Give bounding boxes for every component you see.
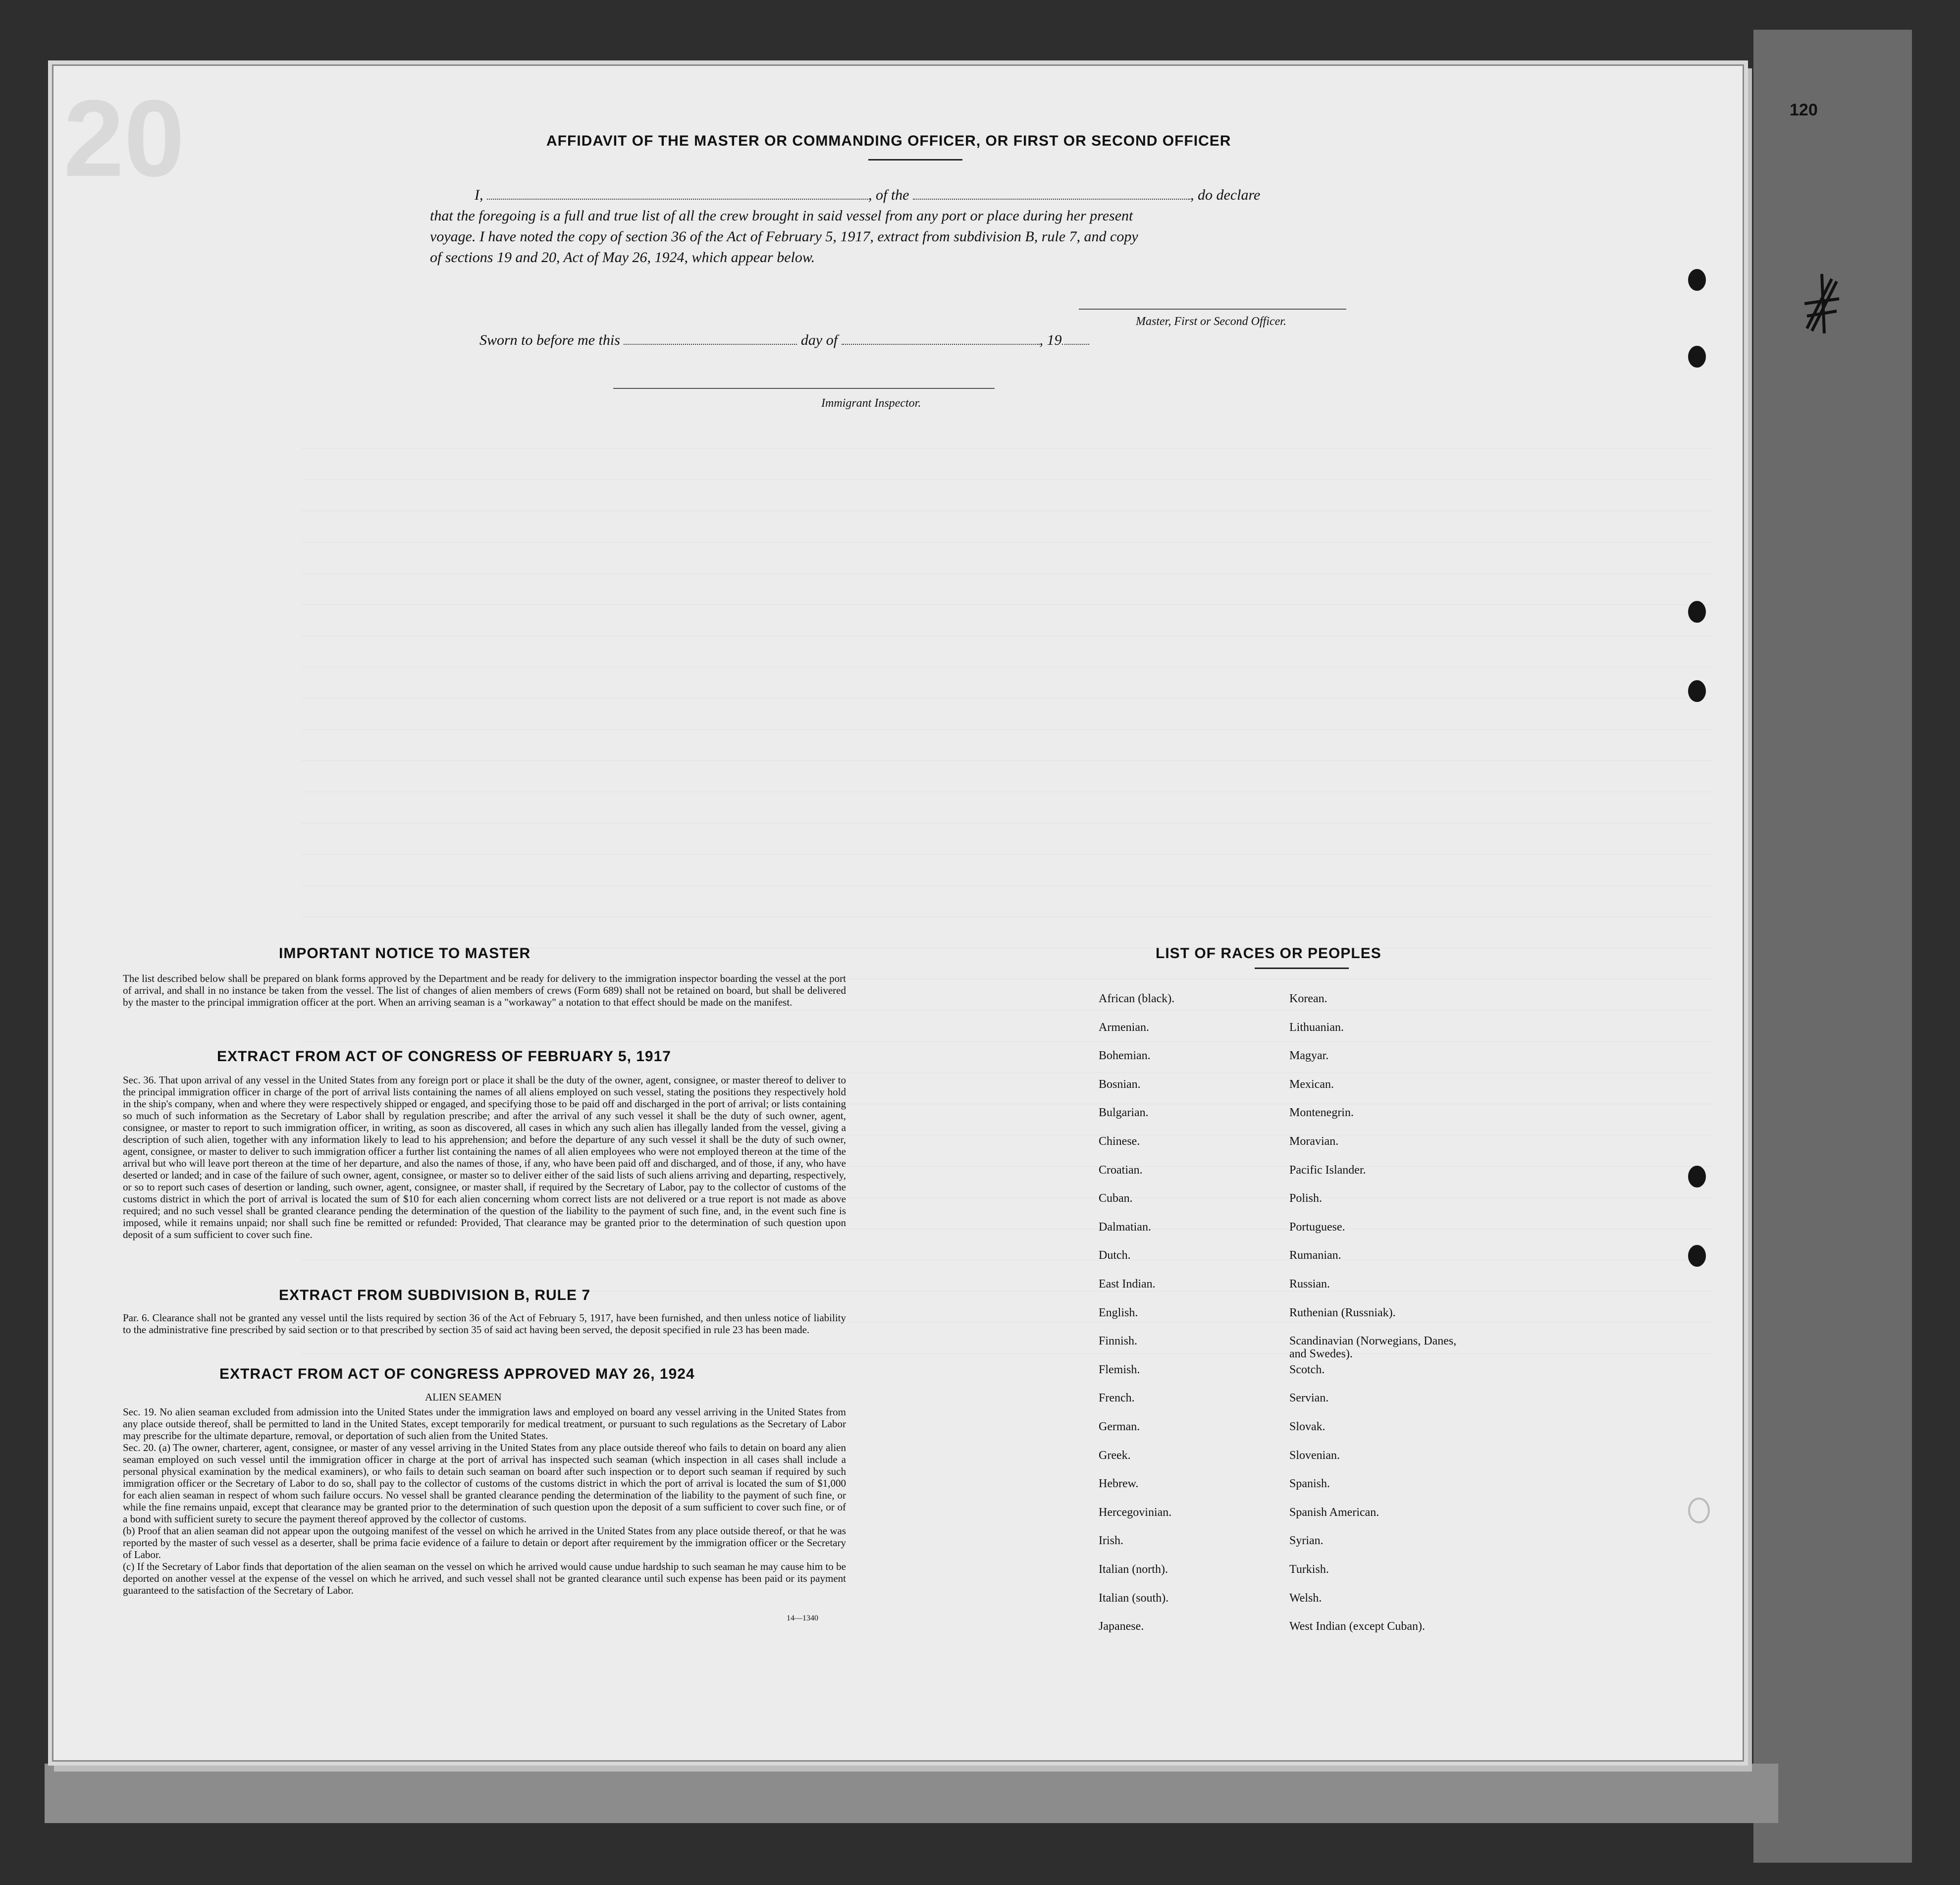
race-item: Slovenian. bbox=[1289, 1449, 1340, 1462]
race-item: Slovak. bbox=[1289, 1420, 1325, 1433]
race-item: Dalmatian. bbox=[1099, 1220, 1151, 1234]
bleed-through-row bbox=[301, 542, 1713, 574]
race-item: West Indian (except Cuban). bbox=[1289, 1620, 1425, 1633]
race-item: Italian (south). bbox=[1099, 1591, 1169, 1605]
bleed-through-row bbox=[301, 823, 1713, 855]
punch-hole bbox=[1688, 1166, 1706, 1187]
bleed-through-row bbox=[301, 886, 1713, 917]
race-item: Greek. bbox=[1099, 1449, 1131, 1462]
race-item: Spanish. bbox=[1289, 1477, 1330, 1491]
manifest-back-page bbox=[52, 64, 1818, 1762]
affidavit-title: AFFIDAVIT OF THE MASTER OR COMMANDING OFFICER, OR FIRST OR SECOND OFFICER bbox=[546, 133, 1231, 149]
race-item: Bulgarian. bbox=[1099, 1106, 1149, 1120]
punch-hole bbox=[1688, 680, 1706, 702]
affidavit-body bbox=[430, 185, 1470, 268]
section-20c-text: (c) If the Secretary of Labor finds that deportation of the alien seaman on the vessel on which he arrived would cause undue hardship to such seaman he may cause him to be deported on another vessel at the expense of the vessel on which he arrived, and such vessel shall not be granted clearance until such expense has been paid or its payment guaranteed to the satisfaction of the Secretary of Labor. bbox=[123, 1561, 846, 1596]
bleed-through-row bbox=[301, 449, 1713, 480]
race-item: Bosnian. bbox=[1099, 1077, 1141, 1091]
bleed-through-row bbox=[301, 605, 1713, 636]
extract-rule7-title: EXTRACT FROM SUBDIVISION B, RULE 7 bbox=[279, 1287, 591, 1303]
section-20a-text: Sec. 20. (a) The owner, charterer, agent, consignee, or master of any vessel arriving in the United States from any place outside thereof who fails to detain on board any alien seaman employed on such vessel until the immigration officer in charge at the port of arrival has inspected such seaman (which inspection in all cases shall include a personal physical examination by the medical examiners), or who fails to detain such seaman on board after such inspection or to deport such seaman if required by such immigration officer or the Secretary of Labor to do so, shall pay to the collector of customs of the customs district in which the port of arrival is located the sum of $1,000 for each alien seaman in respect of whom such failure occurs. No vessel shall be granted clearance pending the determination of the liability to the payment of such fine, or while the fine remains unpaid, except that clearance may be granted prior to the determination of such question upon the deposit of a sum sufficient to cover such fine, or of a bond with sufficient surety to secure the payment thereof approved by the collector of customs. bbox=[123, 1442, 846, 1525]
section-19-text: Sec. 19. No alien seaman excluded from admission into the United States under the immigration laws and employed on board any vessel arriving in the United States from any place outside thereof, shall be permitted to land in the United States, except temporarily for medical treatment, or pursuant to such regulations as the Secretary of Labor may prescribe for the ultimate departure, removal, or deportation of such alien from the United States. bbox=[123, 1406, 846, 1442]
race-item: Syrian. bbox=[1289, 1534, 1324, 1548]
race-item: Rumanian. bbox=[1289, 1249, 1341, 1262]
master-signature-label: Master, First or Second Officer. bbox=[1136, 315, 1286, 328]
bleed-through-row bbox=[301, 792, 1713, 823]
bleed-through-row bbox=[301, 418, 1713, 449]
race-item: Armenian. bbox=[1099, 1021, 1149, 1034]
race-item: Polish. bbox=[1289, 1192, 1323, 1205]
race-item: East Indian. bbox=[1099, 1278, 1156, 1291]
bleed-through-row bbox=[301, 667, 1713, 699]
race-item: Italian (north). bbox=[1099, 1563, 1168, 1576]
sworn-label: Sworn to before me this bbox=[479, 332, 620, 348]
extract-1924-title: EXTRACT FROM ACT OF CONGRESS APPROVED MAY 26, 1924 bbox=[219, 1366, 695, 1382]
race-item: Croatian. bbox=[1099, 1163, 1143, 1177]
notice-text: The list described below shall be prepared on blank forms approved by the Department and be ready for delivery to the immigration inspector boarding the vessel at the port of arrival, and shall in no instance be taken from the vessel. The list of changes of alien members of crews (Form 689) shall not be retained on board, but shall be delivered by the master to the principal immigration officer at the port. When an arriving seaman is a "workaway" a notation to that effect should be made on the manifest. bbox=[123, 972, 846, 1008]
declarant-label: I, bbox=[475, 187, 483, 203]
sworn-month-field[interactable] bbox=[842, 332, 1040, 345]
punch-hole bbox=[1688, 269, 1706, 291]
race-item: Dutch. bbox=[1099, 1249, 1131, 1262]
form-number: 14—1340 bbox=[787, 1614, 818, 1622]
sworn-year-field[interactable] bbox=[1062, 332, 1089, 345]
race-item: Moravian. bbox=[1289, 1135, 1339, 1148]
race-item: Chinese. bbox=[1099, 1135, 1140, 1148]
bleed-through-row bbox=[301, 855, 1713, 886]
extract-1924-text bbox=[123, 1406, 846, 1596]
title-rule bbox=[868, 159, 962, 161]
race-item: Flemish. bbox=[1099, 1363, 1140, 1376]
race-item: Pacific Islander. bbox=[1289, 1163, 1366, 1177]
race-item: Lithuanian. bbox=[1289, 1021, 1344, 1034]
underlying-page-edge bbox=[45, 1764, 1778, 1823]
year-label: , 19 bbox=[1039, 332, 1062, 348]
race-item: German. bbox=[1099, 1420, 1140, 1433]
race-item: Ruthenian (Russniak). bbox=[1289, 1306, 1396, 1319]
declare-label: , do declare bbox=[1190, 187, 1261, 203]
race-item: Japanese. bbox=[1099, 1620, 1144, 1633]
race-item: Cuban. bbox=[1099, 1192, 1133, 1205]
race-item: Irish. bbox=[1099, 1534, 1123, 1548]
race-item: Magyar. bbox=[1289, 1049, 1329, 1063]
race-item: Korean. bbox=[1289, 992, 1327, 1005]
race-item: Scotch. bbox=[1289, 1363, 1325, 1376]
race-item: Montenegrin. bbox=[1289, 1106, 1354, 1120]
bleed-through-row bbox=[301, 699, 1713, 730]
race-item: Hebrew. bbox=[1099, 1477, 1139, 1491]
affidavit-line: that the foregoing is a full and true list of all the crew brought in said vessel from any port or place during her present bbox=[430, 208, 1133, 224]
races-title: LIST OF RACES OR PEOPLES bbox=[1156, 945, 1381, 962]
bleed-through-row bbox=[301, 730, 1713, 761]
bleed-through-row bbox=[301, 511, 1713, 542]
bleed-through-row bbox=[301, 917, 1713, 948]
inspector-signature-label: Immigrant Inspector. bbox=[821, 397, 921, 410]
race-item: Servian. bbox=[1289, 1392, 1329, 1405]
bleed-through-row bbox=[301, 480, 1713, 511]
notice-title: IMPORTANT NOTICE TO MASTER bbox=[279, 945, 531, 962]
extract-rule7-text: Par. 6. Clearance shall not be granted any vessel until the lists required by section 36 of the Act of February 5, 1917, have been furnished, and then unless notice of liability to the administrative fine prescribed by said section or to that prescribed by section 35 of said act having been served, the deposit specified in rule 23 has been made. bbox=[123, 1312, 846, 1336]
bleed-through-row bbox=[301, 761, 1713, 792]
extract-1917-text: Sec. 36. That upon arrival of any vessel in the United States from any foreign port or place it shall be the duty of the owner, agent, consignee, or master thereof to deliver to the principal immigration officer in charge of the port of arrival lists containing the names of all aliens employed on such vessel, stating the positions they respectively hold in the ship's company, when and where they were respectively shipped or engaged, and specifying those to be paid off and discharged in the port of arrival; or lists containing so much of such information as the Secretary of Labor shall by regulation prescribe; and after the arrival of any such vessel it shall be the duty of such owner, agent, consignee, or master to report to such immigration officer, in writing, as soon as discovered, all cases in which any such alien has illegally landed from the vessel, giving a description of such alien, together with any information likely to lead to his apprehension; and before the departure of any such vessel it shall be the duty of such owner, agent, consignee, or master to deliver to such immigration officer a further list containing the names of all alien employees who were not employed thereon at the time of the arrival but who will leave port thereon at the time of her departure, and also the names of those, if any, who have been paid off and discharged, and of those, if any, who have deserted or landed; and in case of the failure of such owner, agent, consignee, or master so to deliver either of the said lists of such aliens arriving and departing, respectively, or so to report such cases of desertion or landing, such owner, agent, consignee, or master shall, if required by the Secretary of Labor, pay to the collector of customs of the customs district in which the port of arrival is located the sum of $10 for each alien concerning whom correct lists are not delivered or a true report is not made as above required; and no such vessel shall be granted clearance pending the determination of the question of the liability to the payment of such fine, and, in the event such fine is imposed, while it remains unpaid; nor shall such fine be remitted or refunded: Provided, That clearance may be granted prior to the determination of such question upon deposit of a sum sufficient to cover such fine. bbox=[123, 1074, 846, 1240]
bleed-through-row bbox=[301, 574, 1713, 605]
sworn-day-field[interactable] bbox=[624, 332, 797, 345]
race-item: Spanish American. bbox=[1289, 1506, 1379, 1519]
page-number: 120 bbox=[1790, 101, 1818, 119]
punch-hole bbox=[1688, 601, 1706, 623]
vessel-name-field[interactable] bbox=[913, 187, 1190, 200]
extract-1917-title: EXTRACT FROM ACT OF CONGRESS OF FEBRUARY 5, 1917 bbox=[217, 1048, 671, 1065]
bleed-through-row bbox=[301, 1011, 1713, 1042]
punch-hole bbox=[1688, 346, 1706, 368]
vessel-label: , of the bbox=[868, 187, 909, 203]
race-item: Scandinavian (Norwegians, Danes, and Swedes). bbox=[1289, 1335, 1457, 1361]
race-item: Bohemian. bbox=[1099, 1049, 1151, 1063]
punch-hole bbox=[1688, 1245, 1706, 1267]
race-item: Turkish. bbox=[1289, 1563, 1329, 1576]
race-item: English. bbox=[1099, 1306, 1138, 1319]
inspector-signature-line bbox=[613, 388, 995, 389]
punch-hole bbox=[1688, 1498, 1710, 1523]
master-signature-line bbox=[1079, 309, 1346, 310]
race-item: Portuguese. bbox=[1289, 1220, 1345, 1234]
race-item: Finnish. bbox=[1099, 1335, 1138, 1348]
race-item: African (black). bbox=[1099, 992, 1175, 1005]
affidavit-line: voyage. I have noted the copy of section 36 of the Act of February 5, 1917, extract from subdivision B, rule 7, and copy bbox=[430, 228, 1138, 245]
handwritten-mark bbox=[1802, 269, 1842, 338]
section-20b-text: (b) Proof that an alien seaman did not appear upon the outgoing manifest of the vessel on which he arrived in the United States from any place outside thereof, or that he was reported by the master of such vessel as a deserter, shall be prima facie evidence of a failure to detain or deport after requirement by the immigration officer or the Secretary of Labor. bbox=[123, 1525, 846, 1561]
race-item: Hercegovinian. bbox=[1099, 1506, 1172, 1519]
races-title-rule bbox=[1255, 968, 1349, 969]
race-item: Russian. bbox=[1289, 1278, 1330, 1291]
day-of-label: day of bbox=[800, 332, 838, 348]
declarant-name-field[interactable] bbox=[487, 187, 868, 200]
sworn-line bbox=[479, 330, 1089, 351]
affidavit-line: of sections 19 and 20, Act of May 26, 1924, which appear below. bbox=[430, 249, 815, 266]
race-item: French. bbox=[1099, 1392, 1135, 1405]
race-item: Welsh. bbox=[1289, 1591, 1322, 1605]
alien-seamen-subtitle: ALIEN SEAMEN bbox=[425, 1391, 502, 1403]
bleed-through-number: 20 bbox=[63, 77, 185, 199]
race-item: Mexican. bbox=[1289, 1077, 1334, 1091]
bleed-through-row bbox=[301, 636, 1713, 667]
